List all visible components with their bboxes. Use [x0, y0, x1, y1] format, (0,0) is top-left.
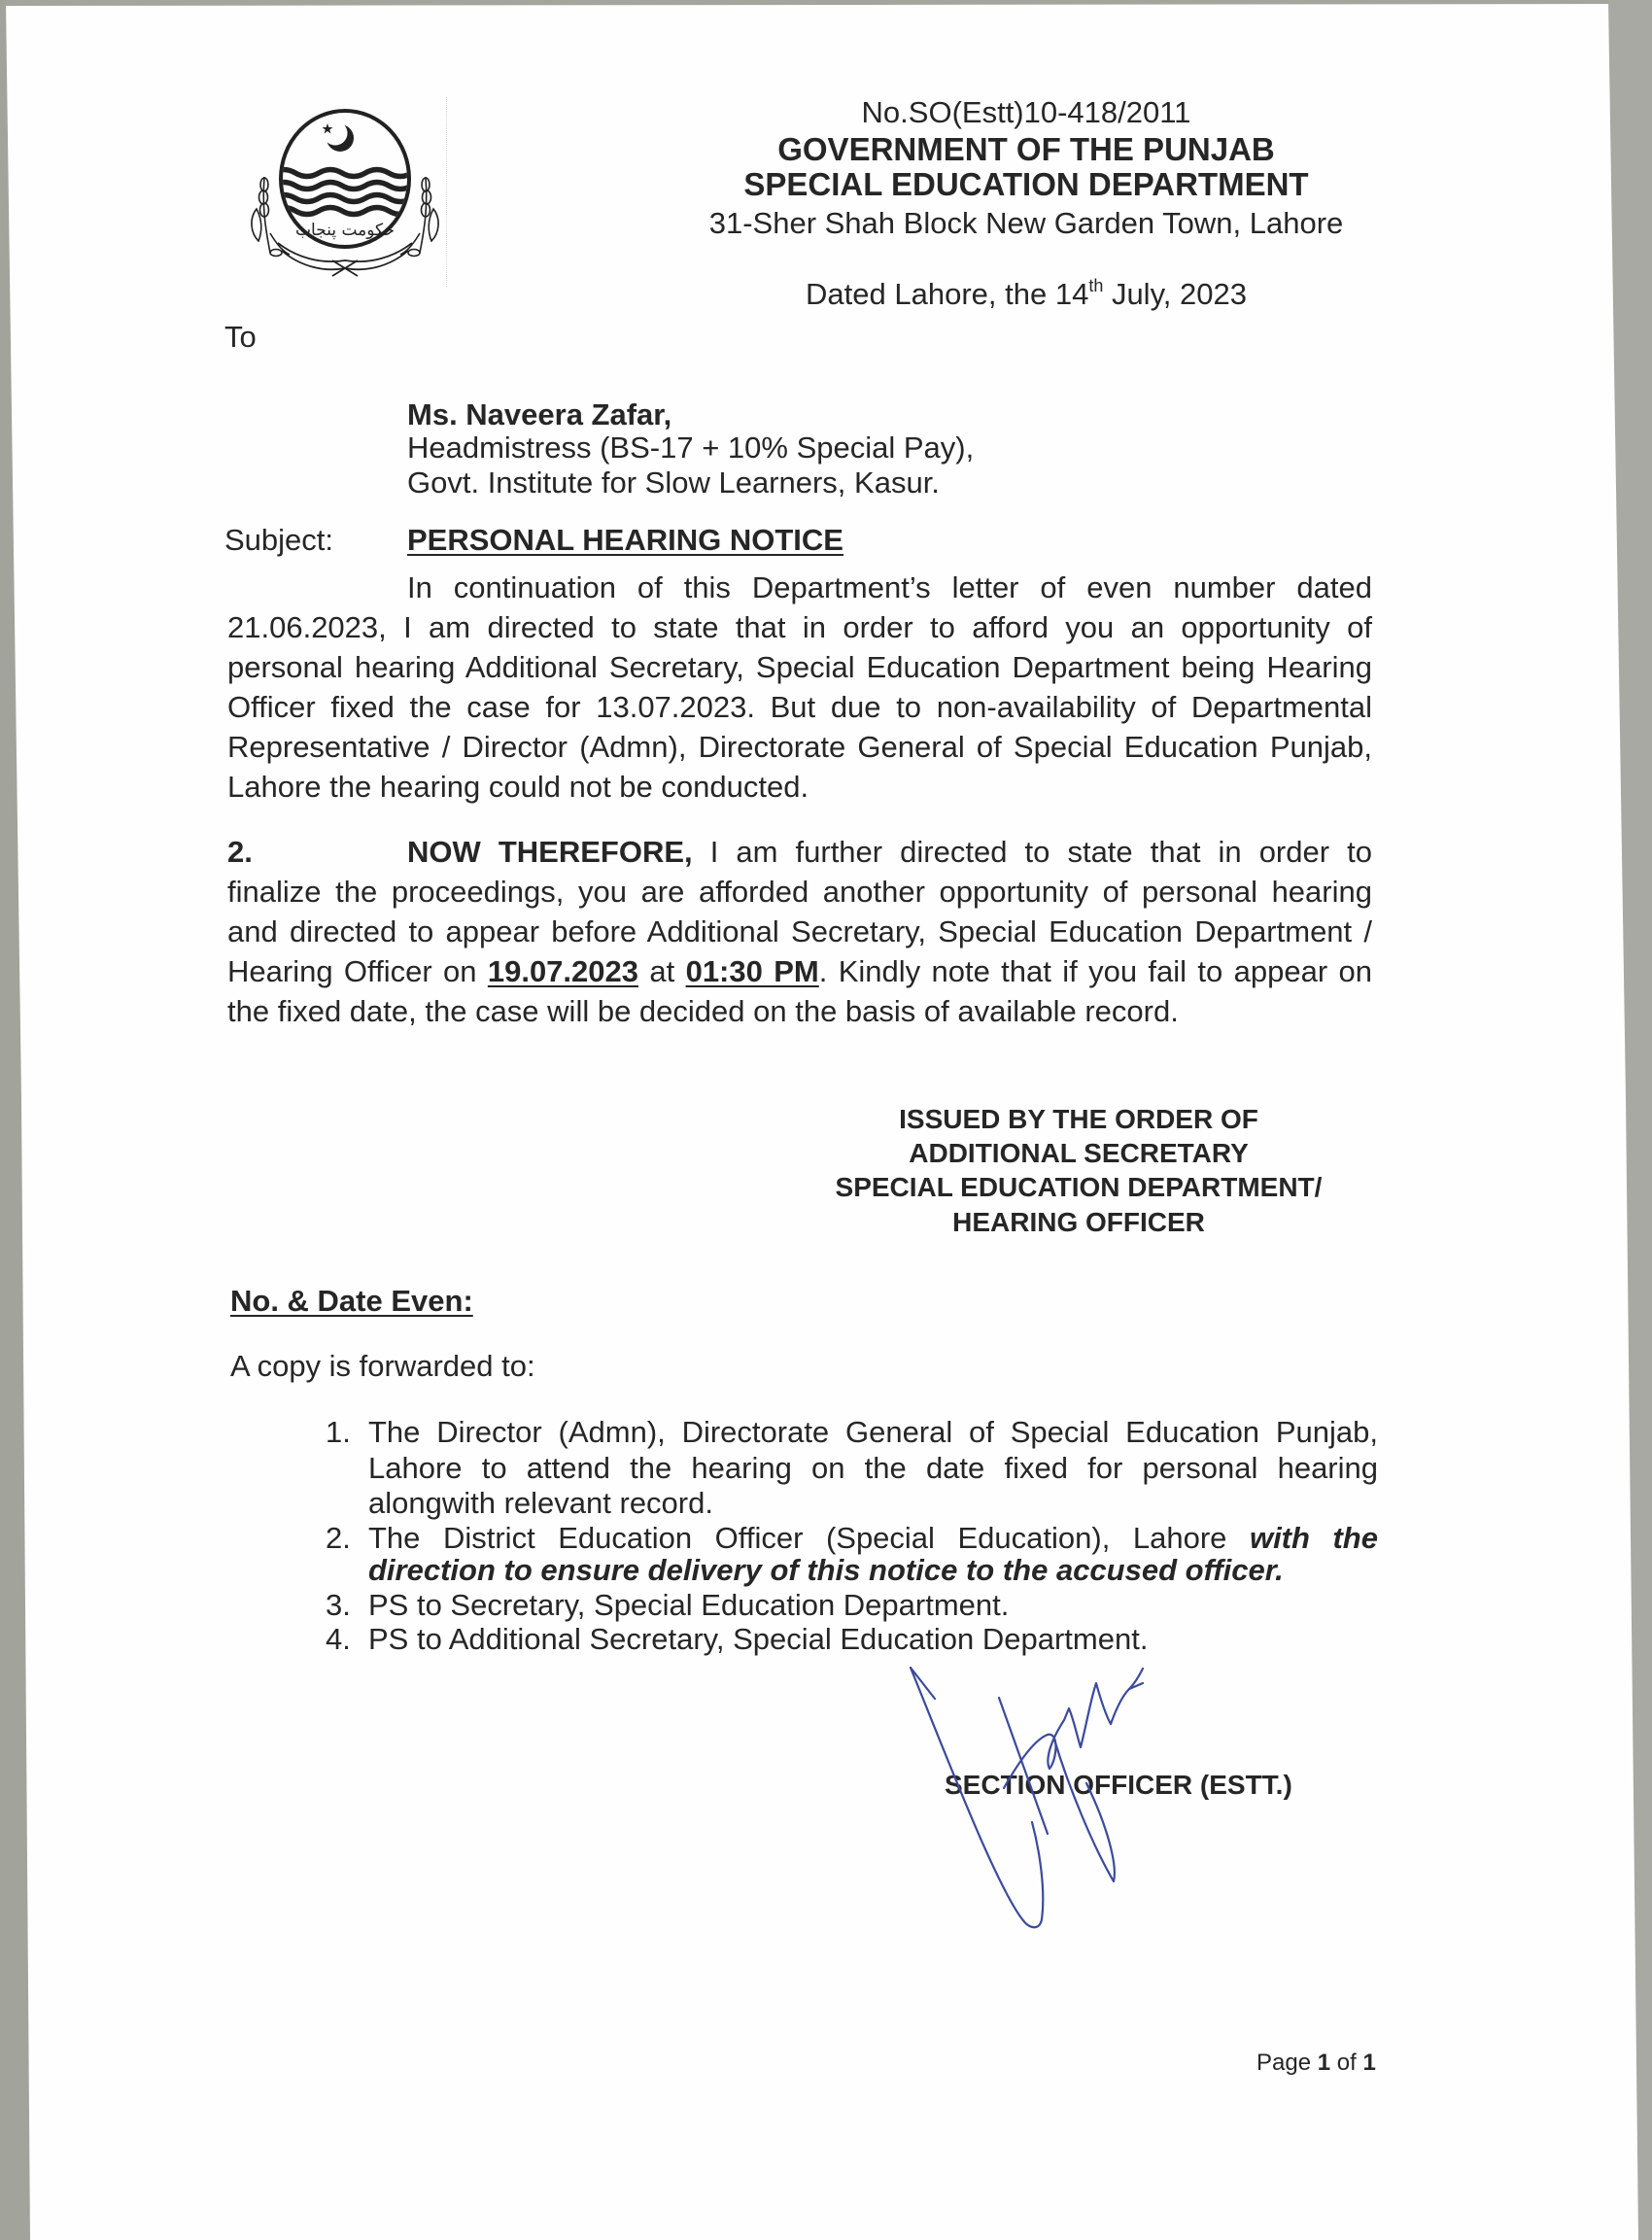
subject-text: PERSONAL HEARING NOTICE: [407, 523, 843, 557]
item-line: PS to Secretary, Special Education Department.: [368, 1588, 1010, 1622]
reference-number: No.SO(Estt)10-418/2011: [861, 95, 1191, 129]
line-text: at: [638, 954, 686, 988]
item-line: alongwith relevant record.: [368, 1486, 713, 1520]
item-line: The Director (Admn), Directorate General of Special Education Punjab,: [368, 1415, 1378, 1449]
item-number: 1.: [326, 1415, 351, 1449]
item-line: [368, 1523, 1378, 1553]
item-number: 3.: [326, 1588, 351, 1622]
paragraph-line: 21.06.2023, I am directed to state that in order to afford you an opportunity of: [227, 610, 1372, 644]
of-word: of: [1336, 2050, 1357, 2076]
paragraph-line: Representative / Director (Admn), Directorate General of Special Education Punjab,: [227, 730, 1372, 764]
scan-edge-top: [0, 0, 1652, 6]
item-line: PS to Additional Secretary, Special Education Department.: [368, 1622, 1149, 1656]
issued-by-line: HEARING OFFICER: [952, 1207, 1205, 1237]
addressee-institute: Govt. Institute for Slow Learners, Kasur.: [407, 465, 940, 500]
logo-urdu-text: حکومت پنجاب: [295, 221, 395, 240]
addressee-name: Ms. Naveera Zafar,: [407, 397, 672, 431]
scan-artifact-rule: [446, 97, 447, 287]
date-ordinal-suffix: th: [1088, 276, 1104, 295]
issued-by-line: ADDITIONAL SECRETARY: [909, 1138, 1249, 1168]
punjab-government-logo: [243, 97, 447, 282]
wheat-left-icon: [252, 177, 290, 257]
paragraph-line: In continuation of this Department’s letter of even number dated: [407, 570, 1372, 604]
subject-label: Subject:: [224, 523, 334, 557]
paragraph-line: the fixed date, the case will be decided on the basis of available record.: [227, 994, 1179, 1028]
letter-date: [680, 276, 1372, 311]
paragraph-number: 2.: [227, 835, 253, 869]
page-word: Page: [1256, 2050, 1312, 2076]
issued-by-line: ISSUED BY THE ORDER OF: [899, 1104, 1258, 1134]
item-number: 2.: [326, 1521, 351, 1555]
paragraph-line: personal hearing Additional Secretary, Special Education Department being Hearing: [227, 650, 1372, 684]
paragraph-line: [227, 956, 1372, 986]
no-date-even-heading: No. & Date Even:: [230, 1284, 473, 1318]
government-name: GOVERNMENT OF THE PUNJAB: [777, 131, 1275, 167]
copy-forwarded-label: A copy is forwarded to:: [230, 1349, 535, 1383]
total-pages: 1: [1362, 2050, 1376, 2076]
signatory-designation: SECTION OFFICER (ESTT.): [945, 1770, 1292, 1800]
line-text: I am further directed to state that in order to: [709, 835, 1372, 869]
emphasis-text: with the: [1249, 1521, 1378, 1555]
addressee-designation: Headmistress (BS-17 + 10% Special Pay),: [407, 431, 975, 465]
to-label: To: [224, 320, 257, 354]
paragraph-line: [407, 837, 1372, 867]
item-line: direction to ensure delivery of this notice to the accused officer.: [368, 1553, 1284, 1587]
date-prefix: Dated Lahore, the 14: [806, 277, 1089, 311]
paragraph-line: finalize the proceedings, you are afforded another opportunity of personal hearing: [227, 875, 1372, 909]
scan-edge-right: [1608, 0, 1652, 2240]
hearing-time: 01:30 PM: [685, 954, 819, 988]
line-text: . Kindly note that if you fail to appear on: [818, 954, 1372, 988]
paragraph-line: Officer fixed the case for 13.07.2023. But due to non-availability of Departmental: [227, 690, 1372, 724]
issued-by-line: SPECIAL EDUCATION DEPARTMENT/: [835, 1172, 1323, 1202]
handwritten-signature: [875, 1642, 1166, 1953]
hearing-date: 19.07.2023: [487, 954, 638, 988]
scan-edge-left: [0, 0, 30, 2240]
item-number: 4.: [326, 1622, 351, 1656]
page-number: [1256, 2051, 1376, 2075]
line-text: Hearing Officer on: [227, 954, 488, 988]
item-line: Lahore to attend the hearing on the date fixed for personal hearing: [368, 1451, 1378, 1485]
date-rest: July, 2023: [1103, 277, 1247, 311]
department-name: SPECIAL EDUCATION DEPARTMENT: [743, 166, 1309, 202]
department-address: 31-Sher Shah Block New Garden Town, Lahore: [708, 206, 1344, 240]
paragraph-line: and directed to appear before Additional Secretary, Special Education Department /: [227, 914, 1372, 948]
paragraph-line: Lahore the hearing could not be conducted.: [227, 770, 809, 804]
current-page: 1: [1317, 2050, 1331, 2076]
line-text: The District Education Officer (Special Education), Lahore: [368, 1521, 1227, 1555]
now-therefore-lead: NOW THEREFORE,: [407, 835, 693, 869]
